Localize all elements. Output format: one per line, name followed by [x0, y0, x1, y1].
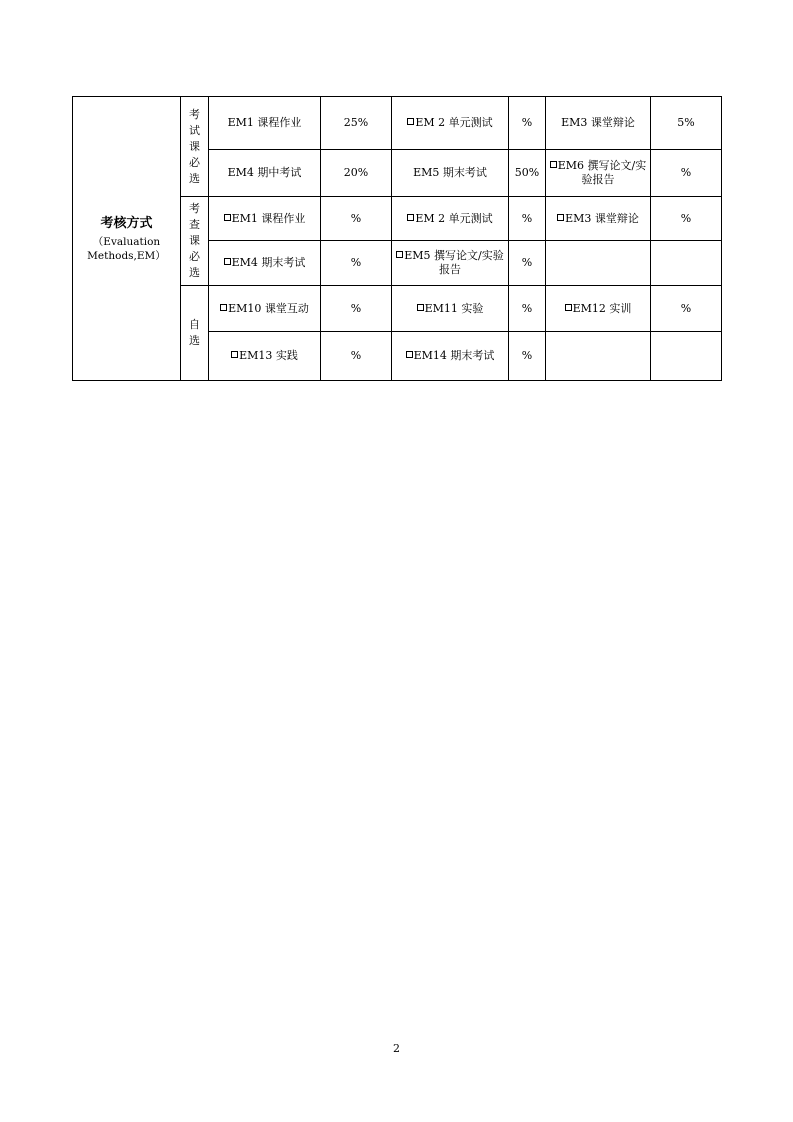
percent-cell	[509, 332, 546, 381]
percent-cell	[321, 197, 392, 241]
percent-cell	[321, 150, 392, 197]
method-cell	[546, 197, 651, 241]
method-label: EM5 期末考试	[413, 166, 487, 179]
method-label: EM11 实验	[424, 301, 484, 315]
empty-cell	[546, 241, 651, 286]
group-label-exam: 考试课必选	[189, 107, 200, 185]
checkbox-icon[interactable]	[550, 161, 557, 168]
method-cell	[392, 286, 509, 332]
method-label: EM 2 单元测试	[415, 116, 493, 129]
group-label-check-cell	[181, 197, 209, 286]
method-cell	[392, 197, 509, 241]
percent-cell	[321, 286, 392, 332]
group-label-check: 考查课必选	[189, 202, 200, 279]
percent-cell	[321, 241, 392, 286]
checkbox-icon[interactable]	[565, 304, 572, 311]
method-label: EM5 撰写论文/实验报告	[404, 249, 504, 276]
method-label: EM13 实践	[239, 349, 298, 362]
method-label: EM3 课堂辩论	[561, 116, 635, 129]
empty-cell	[651, 241, 722, 286]
assessment-methods-table	[72, 96, 722, 381]
checkbox-icon[interactable]	[396, 251, 403, 258]
method-cell	[546, 150, 651, 197]
percent-cell	[651, 150, 722, 197]
method-label: EM1 课程作业	[231, 211, 306, 225]
method-cell	[209, 286, 321, 332]
checkbox-icon[interactable]	[407, 214, 414, 221]
method-label: EM1 课程作业	[227, 116, 302, 129]
method-percent: %	[350, 211, 362, 225]
checkbox-icon[interactable]	[417, 304, 424, 311]
method-label: EM10 课堂互动	[228, 301, 309, 315]
section-subtitle-line1: （Evaluation	[92, 235, 161, 248]
page-number: 2	[393, 1042, 400, 1055]
method-percent: %	[521, 116, 533, 129]
checkbox-icon[interactable]	[231, 351, 238, 358]
checkbox-icon[interactable]	[557, 214, 564, 221]
section-header-cell	[73, 97, 181, 381]
table-row	[73, 97, 722, 150]
method-percent: %	[521, 211, 533, 225]
method-cell	[209, 97, 321, 150]
method-percent: 25%	[343, 116, 369, 129]
method-cell	[209, 197, 321, 241]
group-label-exam-cell	[181, 97, 209, 197]
checkbox-icon[interactable]	[406, 351, 413, 358]
percent-cell	[509, 150, 546, 197]
method-label: EM4 期中考试	[227, 166, 302, 179]
checkbox-icon[interactable]	[220, 304, 227, 311]
method-percent: %	[680, 301, 692, 315]
percent-cell	[651, 197, 722, 241]
group-label-optional: 自选	[189, 318, 200, 347]
method-cell	[209, 150, 321, 197]
section-title: 考核方式	[100, 215, 153, 231]
percent-cell	[509, 97, 546, 150]
percent-cell	[509, 197, 546, 241]
percent-cell	[651, 97, 722, 150]
method-percent: %	[521, 349, 533, 362]
empty-cell	[546, 332, 651, 381]
method-cell	[546, 97, 651, 150]
method-percent: %	[521, 256, 533, 269]
method-percent: %	[350, 256, 362, 269]
method-percent: 5%	[677, 116, 695, 129]
checkbox-icon[interactable]	[224, 214, 231, 221]
group-label-optional-cell	[181, 286, 209, 381]
percent-cell	[321, 97, 392, 150]
section-subtitle-line2: Methods,EM）	[87, 249, 166, 262]
method-label: EM4 期末考试	[231, 256, 306, 269]
method-percent: 50%	[514, 166, 540, 179]
method-cell	[209, 241, 321, 286]
method-percent: %	[680, 166, 692, 179]
checkbox-icon[interactable]	[407, 118, 414, 125]
empty-cell	[651, 332, 722, 381]
checkbox-icon[interactable]	[224, 258, 231, 265]
method-label: EM6 撰写论文/实验报告	[557, 159, 647, 186]
method-cell	[546, 286, 651, 332]
method-cell	[209, 332, 321, 381]
percent-cell	[651, 286, 722, 332]
method-percent: %	[350, 349, 362, 362]
method-percent: %	[521, 301, 533, 315]
method-percent: 20%	[343, 166, 369, 179]
method-label: EM14 期末考试	[413, 349, 495, 362]
method-cell	[392, 150, 509, 197]
percent-cell	[509, 286, 546, 332]
method-label: EM12 实训	[572, 301, 632, 315]
method-label: EM 2 单元测试	[415, 211, 493, 225]
method-label: EM3 课堂辩论	[565, 211, 639, 225]
percent-cell	[321, 332, 392, 381]
method-percent: %	[350, 301, 362, 315]
percent-cell	[509, 241, 546, 286]
method-cell	[392, 332, 509, 381]
method-cell	[392, 97, 509, 150]
method-percent: %	[680, 211, 692, 225]
method-cell	[392, 241, 509, 286]
